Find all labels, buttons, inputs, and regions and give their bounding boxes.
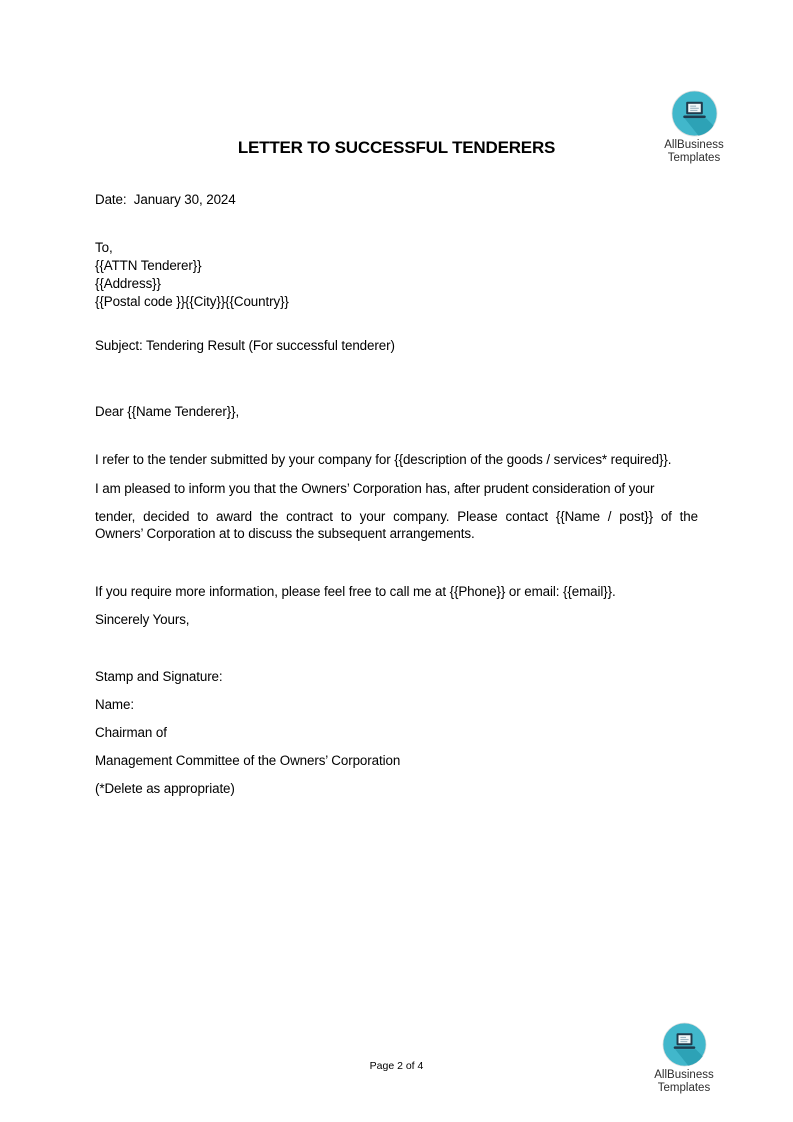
signature-delete-note: (*Delete as appropriate) [95,781,235,796]
subject-line: Subject: Tendering Result (For successful tenderer) [95,338,395,353]
signature-stamp-line: Stamp and Signature: [95,669,223,684]
signature-chairman-line: Chairman of [95,725,167,740]
paragraph-1: I refer to the tender submitted by your company for {{description of the goods / services* required}}. [95,452,672,467]
paragraph-3: If you require more information, please feel free to call me at {{Phone}} or email: {{email}}. [95,584,616,599]
signature-name-line: Name: [95,697,134,712]
allbusiness-logo-top [640,90,748,164]
recipient-attn: {{ATTN Tenderer}} [95,258,202,273]
logo-wordmark-line1: AllBusiness [664,139,724,151]
paragraph-2-line-2: tender, decided to award the contract to your company. Please contact {{Name / post}} of the [95,509,698,524]
logo-wordmark-line2: Templates [657,1081,711,1094]
recipient-block [95,239,289,311]
signature-committee-line: Management Committee of the Owners’ Corporation [95,753,401,768]
recipient-to: To, [95,240,113,255]
paragraph-2-line-3: Owners’ Corporation at to discuss the subsequent arrangements. [95,526,475,541]
logo-wordmark-line1: AllBusiness [654,1069,714,1081]
salutation: Dear {{Name Tenderer}}, [95,404,240,419]
laptop-logo-icon [671,90,718,137]
date-line: Date: January 30, 2024 [95,192,236,207]
laptop-logo-icon [662,1022,707,1067]
signature-block [95,669,400,809]
logo-wordmark [664,139,723,164]
recipient-address: {{Address}} [95,276,161,291]
closing: Sincerely Yours, [95,612,190,627]
logo-wordmark [654,1069,713,1094]
allbusiness-logo-bottom [630,1022,738,1094]
recipient-postal-city-country: {{Postal code }}{{City}}{{Country}} [95,294,289,309]
logo-wordmark-line2: Templates [667,151,721,164]
page-number: Page 2 of 4 [369,1060,424,1072]
laptop-base [673,1046,695,1049]
page-title: LETTER TO SUCCESSFUL TENDERERS [237,138,556,157]
paragraph-2-line-1: I am pleased to inform you that the Owners’ Corporation has, after prudent consideration of your [95,481,655,496]
laptop-base [683,115,706,118]
